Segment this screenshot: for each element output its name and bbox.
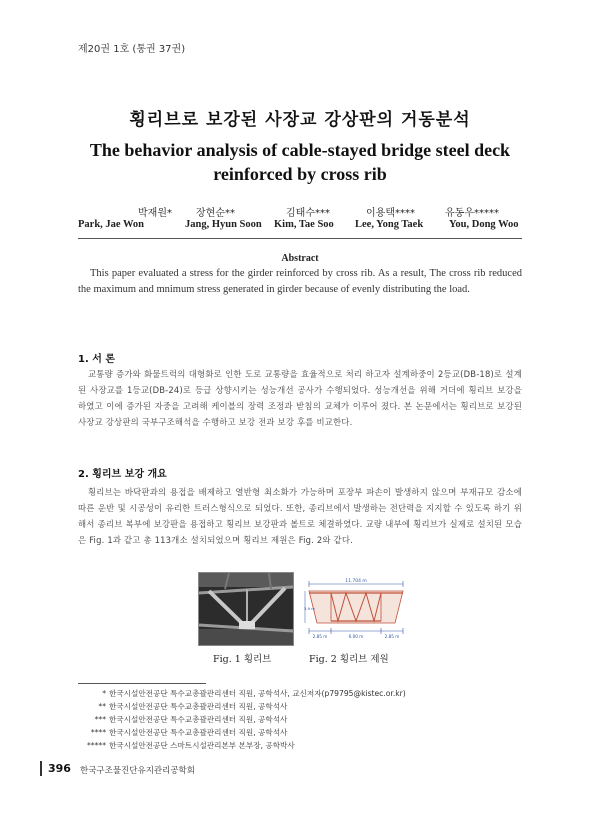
figure-1-photo: [198, 572, 294, 646]
cross-rib-photo-illustration: [199, 573, 293, 645]
footnote-3-mark: ***: [94, 715, 106, 724]
dim-top-label: 11.704 m: [345, 579, 367, 584]
abstract-body: This paper evaluated a stress for the girder reinforced by cross rib. As a result, The cross rib reduced the maximum and mnimum stress generated in girder because of evenly distributing the load.: [78, 268, 522, 295]
footnote-5-mark: *****: [87, 741, 106, 750]
author-ko-4: 이용택****: [366, 208, 415, 219]
footnote-2: [78, 701, 518, 712]
section-2-heading: 2. 횡리브 보강 개요: [78, 469, 167, 480]
dim-right-label: 2.85 m: [384, 634, 400, 639]
footnote-4: [78, 727, 518, 738]
divider-rule: [78, 238, 522, 239]
author-en-4: Lee, Yong Taek: [355, 219, 424, 230]
author-en-3: Kim, Tae Soo: [274, 219, 334, 230]
footnote-3: [78, 714, 518, 725]
author-en-5: You, Dong Woo: [449, 219, 519, 230]
figure-1-caption: Fig. 1 횡리브: [213, 654, 272, 665]
footnote-2-mark: **: [98, 702, 106, 711]
footnote-4-text: 한국시설안전공단 특수교총괄관리센터 직원, 공학석사: [109, 728, 288, 737]
dim-mid-label: 6.00 m: [348, 634, 364, 639]
cross-rib-dimension-drawing: [303, 575, 409, 643]
footnote-3-text: 한국시설안전공단 특수교총괄관리센터 직원, 공학석사: [109, 715, 288, 724]
abstract-heading: Abstract: [281, 253, 319, 264]
figure-2-drawing: [303, 575, 409, 643]
footnote-1-mark: *: [102, 689, 106, 698]
footnote-5: [78, 740, 518, 751]
footer-bar: [40, 761, 42, 776]
section-1-body: 교통량 증가와 화물트럭의 대형화로 인한 도로 교통량을 효율적으로 처리 하고자 설계하중이 2등교(DB-18)로 설계된 사장교를 1등교(DB-24)로 등급 상향시키는 성능개선 공사가 수행되었다. 성능개선을 위해 거더에 횡리브 보강을 하였고 이에 증가된 자중을 고려해 케이블의 장력 조정과 받침의 교체가 이루어 졌다. 본 논문에서는 횡리브로 보강된 사장교 강상판의 국부구조해석을 수행하고 보강 전과 보강 후를 비교한다.: [78, 369, 522, 427]
footnote-5-text: 한국시설안전공단 스마트시설관리본부 본부장, 공학박사: [109, 741, 295, 750]
section-2-body: 횡리브는 바닥판과의 용접을 배제하고 열반형 최소화가 가능하며 포장부 파손이 발생하지 않으며 부재규모 감소에 따른 운반 및 시공성이 유리한 트러스형식으로 되었다. 또한, 종리브에서 발생하는 전단력을 지지할 수 있도록 하기 위해서 종리브 복부에 보강판을 용접하고 횡리브 보강판과 볼트로 체결하였다. 교량 내부에 횡리브가 실제로 설치된 모습은 Fig. 1과 같고 총 113개소 설치되었으며 횡리브 제원은 Fig. 2와 같다.: [78, 487, 522, 545]
footnote-4-mark: ****: [90, 728, 106, 737]
author-ko-2: 장현순**: [196, 208, 235, 219]
title-english-line2: reinforced by cross rib: [213, 164, 387, 184]
author-en-2: Jang, Hyun Soon: [185, 219, 262, 230]
dim-left-label: 2.85 m: [312, 634, 328, 639]
author-ko-5: 유동우*****: [445, 208, 499, 219]
footer-organization: 한국구조물진단유지관리공학회: [80, 766, 195, 776]
figure-2-caption: Fig. 2 횡리브 제원: [309, 654, 389, 665]
author-ko-3: 김태수***: [286, 208, 330, 219]
author-ko-1: 박재원*: [138, 208, 172, 219]
section-1-heading: 1. 서 론: [78, 354, 116, 365]
title-english-line1: The behavior analysis of cable-stayed bridge steel deck: [89, 140, 511, 160]
title-korean: 횡리브로 보강된 사장교 강상판의 거동분석: [129, 110, 471, 130]
footnote-1-text: 한국시설안전공단 특수교총괄관리센터 직원, 공학석사, 교신저자(p79795@kistec.or.kr): [109, 689, 406, 698]
footnote-1: [78, 688, 518, 699]
footnote-rule: [78, 683, 206, 684]
title-english: [0, 138, 600, 186]
dim-height-label: 3.9 m: [304, 606, 315, 611]
author-en-1: Park, Jae Won: [78, 219, 145, 230]
journal-volume: 제20권 1호 (통권 37권): [78, 44, 186, 55]
page-number: 396: [48, 762, 71, 775]
footnote-2-text: 한국시설안전공단 특수교총괄관리센터 직원, 공학석사: [109, 702, 288, 711]
